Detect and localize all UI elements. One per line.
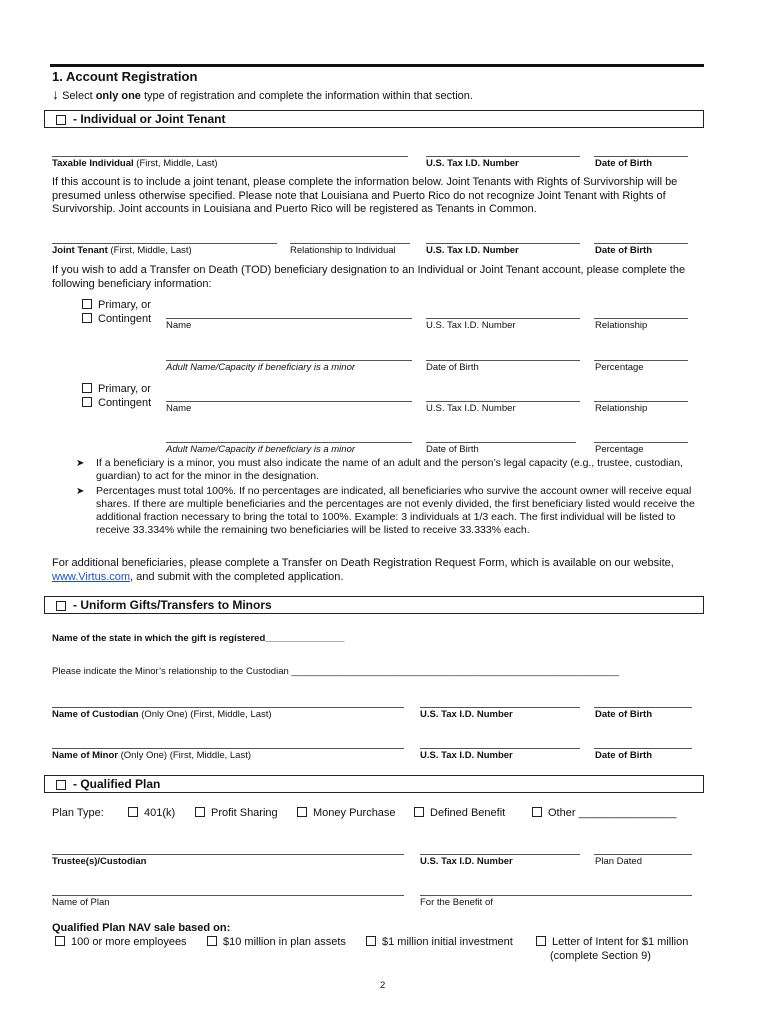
nav-letter-of-intent-checkbox[interactable] [536, 936, 546, 946]
bullet-minor: If a beneficiary is a minor, you must also indicate the name of an adult and the person’s legal capacity (e.g., trustee, custodian, guardian) to act for the minor in the designation. [96, 457, 683, 482]
nav-10-million-checkbox[interactable] [207, 936, 217, 946]
bullet-arrow-icon: ➤ [76, 486, 85, 497]
minor-name-label: Name of Minor (Only One) (First, Middle, Last) [52, 750, 252, 761]
nav-option-100-employees[interactable]: 100 or more employees [55, 936, 187, 949]
section-qualified-header: - Qualified Plan [44, 775, 704, 793]
section-title: 1. Account Registration [52, 69, 198, 84]
taxable-taxid-line [426, 156, 580, 157]
beneficiary-1-name-line [166, 318, 412, 319]
custodian-taxid-label: U.S. Tax I.D. Number [420, 709, 513, 720]
joint-taxid-label: U.S. Tax I.D. Number [426, 245, 519, 256]
joint-relationship-label: Relationship to Individual [290, 245, 396, 256]
plan-type-other[interactable]: Other ________________ [532, 807, 676, 820]
beneficiary-2-primary[interactable]: Primary, or [82, 383, 151, 396]
beneficiary-2-taxid-label: U.S. Tax I.D. Number [426, 403, 516, 414]
beneficiary-1-relationship-label: Relationship [595, 320, 648, 331]
down-arrow-icon: ↓ [52, 86, 59, 102]
beneficiary-2-name-label: Name [166, 403, 192, 414]
bullet-arrow-icon: ➤ [76, 458, 85, 469]
page-number: 2 [380, 980, 386, 991]
bullet-percentages: Percentages must total 100%. If no percentages are indicated, all beneficiaries who survive the account owner will receive equal shares. If there are multiple beneficiaries and the percentages are not evenly divided, the first beneficiary listed would receive the additional fraction necessary to bring the total to 100%. Example: 3 individuals at 1/3 each. The first individual will be listed to receive 33.334% while the remaining two beneficiaries will be listed to receive 33.333% each. [96, 485, 695, 536]
minor-taxid-label: U.S. Tax I.D. Number [420, 750, 513, 761]
nav-sale-title: Qualified Plan NAV sale based on: [52, 922, 231, 934]
custodian-dob-line [594, 707, 692, 708]
joint-tenant-label: Joint Tenant (First, Middle, Last) [52, 245, 192, 256]
additional-beneficiaries-paragraph: For additional beneficiaries, please complete a Transfer on Death Registration Request Form, which is available on our website, www.Virtus.com, and submit with the completed application. [52, 557, 674, 583]
for-benefit-label: For the Benefit of [420, 897, 493, 908]
ugma-checkbox[interactable] [56, 601, 66, 611]
plan-type-profit-sharing[interactable]: Profit Sharing [195, 807, 278, 820]
beneficiary-2-dob-label: Date of Birth [426, 444, 479, 455]
for-benefit-line [420, 895, 692, 896]
minor-taxid-line [420, 748, 580, 749]
joint-taxid-line [426, 243, 580, 244]
plan-dated-line [594, 854, 692, 855]
custodian-dob-label: Date of Birth [595, 709, 652, 720]
beneficiary-2-dob-line [426, 442, 576, 443]
beneficiary-1-adult-line [166, 360, 412, 361]
custodian-name-line [52, 707, 404, 708]
beneficiary-2-primary-checkbox[interactable] [82, 383, 92, 393]
top-rule [50, 64, 704, 67]
virtus-link[interactable]: www.Virtus.com [52, 570, 131, 583]
joint-tenant-line [52, 243, 277, 244]
taxable-individual-label: Taxable Individual (First, Middle, Last) [52, 158, 218, 169]
instruction-line: ↓ Select only one type of registration and complete the information within that section. [52, 86, 473, 102]
beneficiary-1-taxid-label: U.S. Tax I.D. Number [426, 320, 516, 331]
beneficiary-1-taxid-line [426, 318, 580, 319]
plan-money-purchase-checkbox[interactable] [297, 807, 307, 817]
ugma-state-field[interactable]: Name of the state in which the gift is registered_______________ [52, 633, 345, 644]
trustee-taxid-label: U.S. Tax I.D. Number [420, 856, 513, 867]
trustee-label: Trustee(s)/Custodian [52, 856, 147, 867]
trustee-taxid-line [420, 854, 580, 855]
beneficiary-1-percentage-line [594, 360, 688, 361]
beneficiary-1-contingent[interactable]: Contingent [82, 313, 151, 326]
joint-tenant-paragraph: If this account is to include a joint tenant, please complete the information below. Joint Tenants with Rights of Survivorship will be presumed unless otherwise specified. Please note that Louisiana and Puerto Rico do not recognize Joint Tenant with Rights of Survivorship. Joint accounts in Louisiana and Puerto Rico will be registered as Tenants in Common. [52, 176, 678, 215]
beneficiary-1-name-label: Name [166, 320, 192, 331]
individual-checkbox[interactable] [56, 115, 66, 125]
beneficiary-1-percentage-label: Percentage [595, 362, 644, 373]
plan-401k-checkbox[interactable] [128, 807, 138, 817]
tod-paragraph: If you wish to add a Transfer on Death (TOD) beneficiary designation to an Individual or Joint Tenant account, please complete the following beneficiary information: [52, 264, 686, 290]
plan-defined-benefit-checkbox[interactable] [414, 807, 424, 817]
section-individual-header: - Individual or Joint Tenant [44, 110, 704, 128]
taxable-dob-label: Date of Birth [595, 158, 652, 169]
custodian-name-label: Name of Custodian (Only One) (First, Middle, Last) [52, 709, 272, 720]
nav-option-1-million[interactable]: $1 million initial investment [366, 936, 513, 949]
nav-option-10-million[interactable]: $10 million in plan assets [207, 936, 346, 949]
plan-dated-label: Plan Dated [595, 856, 643, 867]
nav-1-million-checkbox[interactable] [366, 936, 376, 946]
beneficiary-2-taxid-line [426, 401, 580, 402]
nav-100-employees-checkbox[interactable] [55, 936, 65, 946]
joint-dob-line [594, 243, 688, 244]
plan-type-money-purchase[interactable]: Money Purchase [297, 807, 396, 820]
beneficiary-1-adult-label: Adult Name/Capacity if beneficiary is a minor [166, 362, 356, 373]
section-ugma-header: - Uniform Gifts/Transfers to Minors [44, 596, 704, 614]
trustee-line [52, 854, 404, 855]
nav-note: (complete Section 9) [550, 950, 651, 962]
beneficiary-2-contingent[interactable]: Contingent [82, 397, 151, 410]
joint-relationship-line [290, 243, 410, 244]
beneficiary-1-primary-checkbox[interactable] [82, 299, 92, 309]
taxable-individual-line [52, 156, 408, 157]
minor-name-line [52, 748, 404, 749]
minor-dob-label: Date of Birth [595, 750, 652, 761]
plan-type-defined-benefit[interactable]: Defined Benefit [414, 807, 505, 820]
name-of-plan-line [52, 895, 404, 896]
nav-option-letter-of-intent[interactable]: Letter of Intent for $1 million [536, 936, 688, 949]
taxable-taxid-label: U.S. Tax I.D. Number [426, 158, 519, 169]
plan-other-checkbox[interactable] [532, 807, 542, 817]
custodian-taxid-line [420, 707, 580, 708]
joint-dob-label: Date of Birth [595, 245, 652, 256]
beneficiary-2-relationship-line [594, 401, 688, 402]
beneficiary-2-adult-line [166, 442, 412, 443]
plan-type-label: Plan Type: [52, 807, 104, 819]
beneficiary-1-relationship-line [594, 318, 688, 319]
beneficiary-1-contingent-checkbox[interactable] [82, 313, 92, 323]
name-of-plan-label: Name of Plan [52, 897, 110, 908]
beneficiary-1-dob-label: Date of Birth [426, 362, 479, 373]
beneficiary-2-percentage-line [594, 442, 688, 443]
plan-type-401k[interactable]: 401(k) [128, 807, 175, 820]
ugma-relationship-field[interactable]: Please indicate the Minor’s relationship to the Custodian ______________________________________________________________ [52, 666, 619, 677]
beneficiary-2-percentage-label: Percentage [595, 444, 644, 455]
taxable-dob-line [594, 156, 688, 157]
plan-profit-sharing-checkbox[interactable] [195, 807, 205, 817]
beneficiary-2-adult-label: Adult Name/Capacity if beneficiary is a minor [166, 444, 356, 455]
beneficiary-2-contingent-checkbox[interactable] [82, 397, 92, 407]
beneficiary-1-dob-line [426, 360, 580, 361]
qualified-checkbox[interactable] [56, 780, 66, 790]
beneficiary-2-name-line [166, 401, 412, 402]
beneficiary-2-relationship-label: Relationship [595, 403, 648, 414]
minor-dob-line [594, 748, 692, 749]
beneficiary-1-primary[interactable]: Primary, or [82, 299, 151, 312]
